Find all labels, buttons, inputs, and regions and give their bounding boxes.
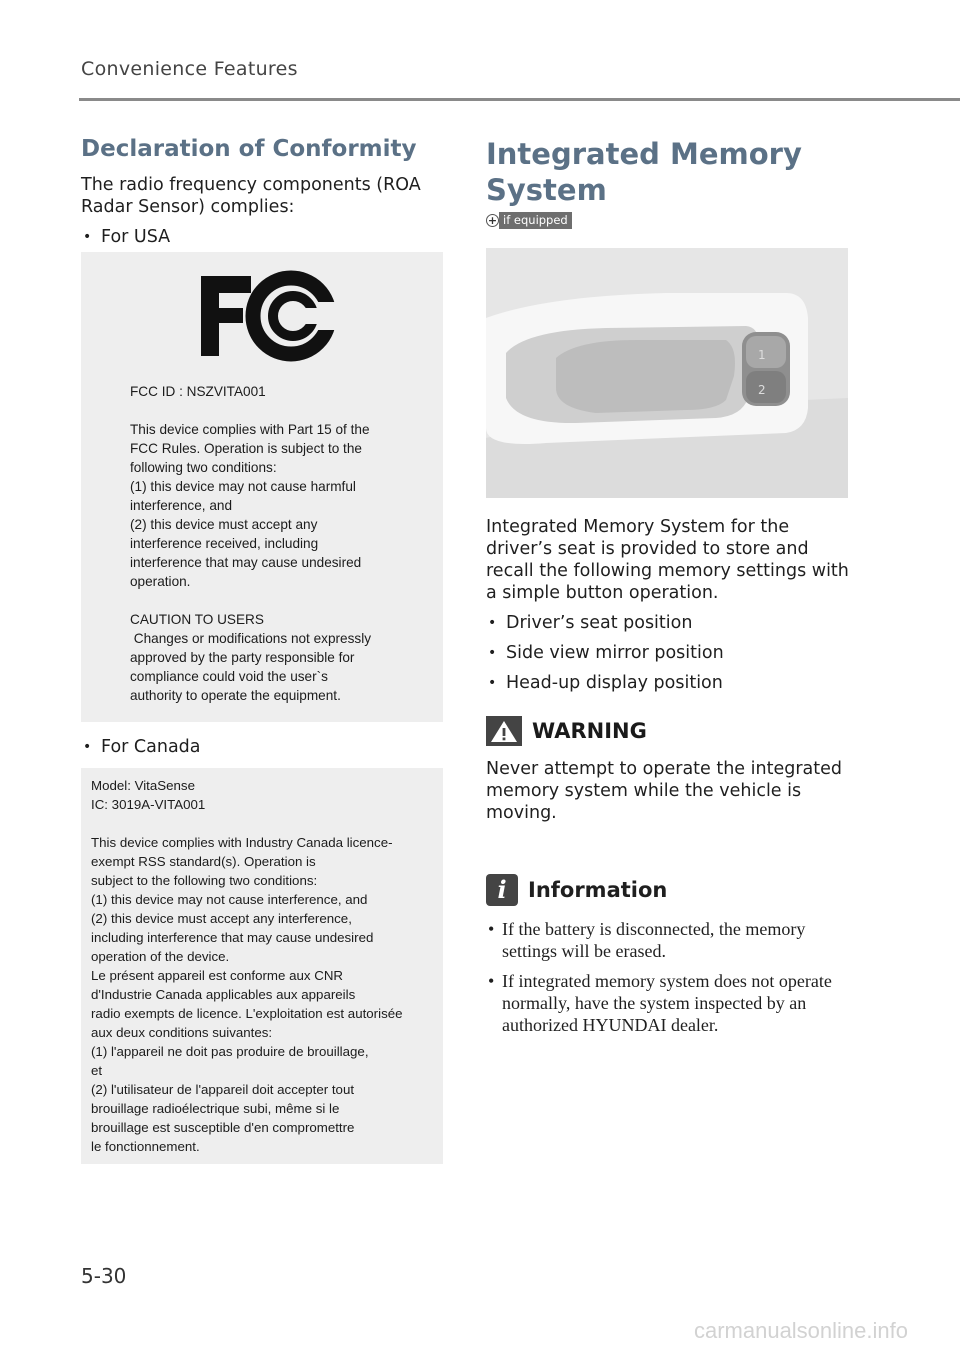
bullet-canada: • For Canada [81,736,441,758]
ic-label-line: d'Industrie Canada applicables aux appareils [91,987,356,1002]
right-column [486,136,856,1035]
ic-label-image [81,768,443,1164]
ic-label-line: including interference that may cause undesired [91,930,374,945]
warning-heading [486,716,850,746]
memory-title-line1: Integrated Memory [486,137,802,171]
fcc-label-line: FCC ID : NSZVITA001 [130,384,266,399]
ic-label-line: operation of the device. [91,949,230,964]
svg-text:2: 2 [758,383,766,397]
memory-intro: Integrated Memory System for the driver’s seat is provided to store and recall the following memory settings with a simple button operation. [486,517,849,603]
warning-box [486,716,850,824]
information-label: Information [528,878,668,902]
warning-triangle-icon [486,716,522,746]
fcc-label-line: approved by the party responsible for [130,650,355,665]
info-icon: i [486,874,518,906]
if-equipped-badge [486,212,572,229]
header-divider [79,98,960,101]
memory-bullet-seat: • Driver’s seat position [486,612,850,634]
warning-text: Never attempt to operate the integrated memory system while the vehicle is moving. [486,759,842,823]
ic-label-line: aux deux conditions suivantes: [91,1025,273,1040]
ic-label-line: exempt RSS standard(s). Operation is [91,854,316,869]
ic-label-line: Model: VitaSense [91,778,195,793]
fcc-label-image [81,252,443,722]
fcc-label-line: interference that may cause undesired [130,555,362,570]
fcc-label-line: This device complies with Part 15 of the [130,422,370,437]
memory-body [486,516,850,694]
ic-label-line: brouillage est susceptible d'en compromettre [91,1120,355,1135]
memory-bullet-hud: • Head-up display position [486,672,850,694]
warning-label: WARNING [532,719,647,743]
ic-label-line: (1) this device may not cause interference, and [91,892,368,907]
fcc-label-line: CAUTION TO USERS [130,612,264,627]
ic-label-text [91,776,403,1156]
declaration-title: Declaration of Conformity [81,136,417,162]
fcc-label-line [130,401,371,420]
svg-text:1: 1 [758,348,766,362]
ic-label-line: (1) l'appareil ne doit pas produire de brouillage, [91,1044,369,1059]
if-equipped-text: if equipped [499,212,572,229]
fcc-label-line: Changes or modifications not expressly [130,631,372,646]
fcc-label-line: authority to operate the equipment. [130,688,341,703]
ic-label-line: brouillage radioélectrique subi, même si le [91,1101,340,1116]
ic-label-line: (2) l'utilisateur de l'appareil doit accepter tout [91,1082,355,1097]
plus-icon: + [487,214,498,227]
memory-title-line2: System [486,173,607,207]
ic-label-line: et [91,1063,103,1078]
fcc-label-line: FCC Rules. Operation is subject to the [130,441,362,456]
ic-label-line: Le présent appareil est conforme aux CNR [91,968,344,983]
memory-title [486,136,856,208]
memory-bullet-mirror: • Side view mirror position [486,642,850,664]
fcc-label-line: interference received, including [130,536,319,551]
ic-label-line [91,814,403,833]
ic-label-line: radio exempts de licence. L'exploitation est autorisée [91,1006,403,1021]
fcc-label-line: operation. [130,574,191,589]
bullet-usa: • For USA [81,226,443,248]
fcc-logo [193,266,341,362]
fcc-label-line: compliance could void the user`s [130,669,328,684]
info-bullet-battery: • If the battery is disconnected, the memory settings will be erased. [486,918,850,962]
fcc-label-text [130,382,371,705]
information-heading [486,874,850,906]
fcc-label-line: (1) this device may not cause harmful [130,479,356,494]
fcc-label-line [130,591,371,610]
ic-label-line: This device complies with Industry Canada licence- [91,835,393,850]
ic-label-line: IC: 3019A-VITA001 [91,797,206,812]
left-column [81,136,443,1154]
watermark: carmanualsonline.info [693,1318,908,1343]
ic-label-line: (2) this device must accept any interference, [91,911,352,926]
declaration-intro: The radio frequency components (ROA Radar Sensor) complies: [81,175,421,217]
ic-label-line: subject to the following two conditions: [91,873,318,888]
door-handle-illustration [486,248,848,498]
fcc-label-line: (2) this device must accept any [130,517,318,532]
header-title: Convenience Features [81,58,298,80]
fcc-label-line: interference, and [130,498,233,513]
ic-label-line: le fonctionnement. [91,1139,200,1154]
information-box [486,874,850,1036]
door-handle-photo [486,248,848,498]
fcc-label-line: following two conditions: [130,460,277,475]
info-bullet-dealer: • If integrated memory system does not operate normally, have the system inspected by an authorized HYUNDAI dealer. [486,970,850,1036]
page-number: 5-30 [81,1264,127,1288]
